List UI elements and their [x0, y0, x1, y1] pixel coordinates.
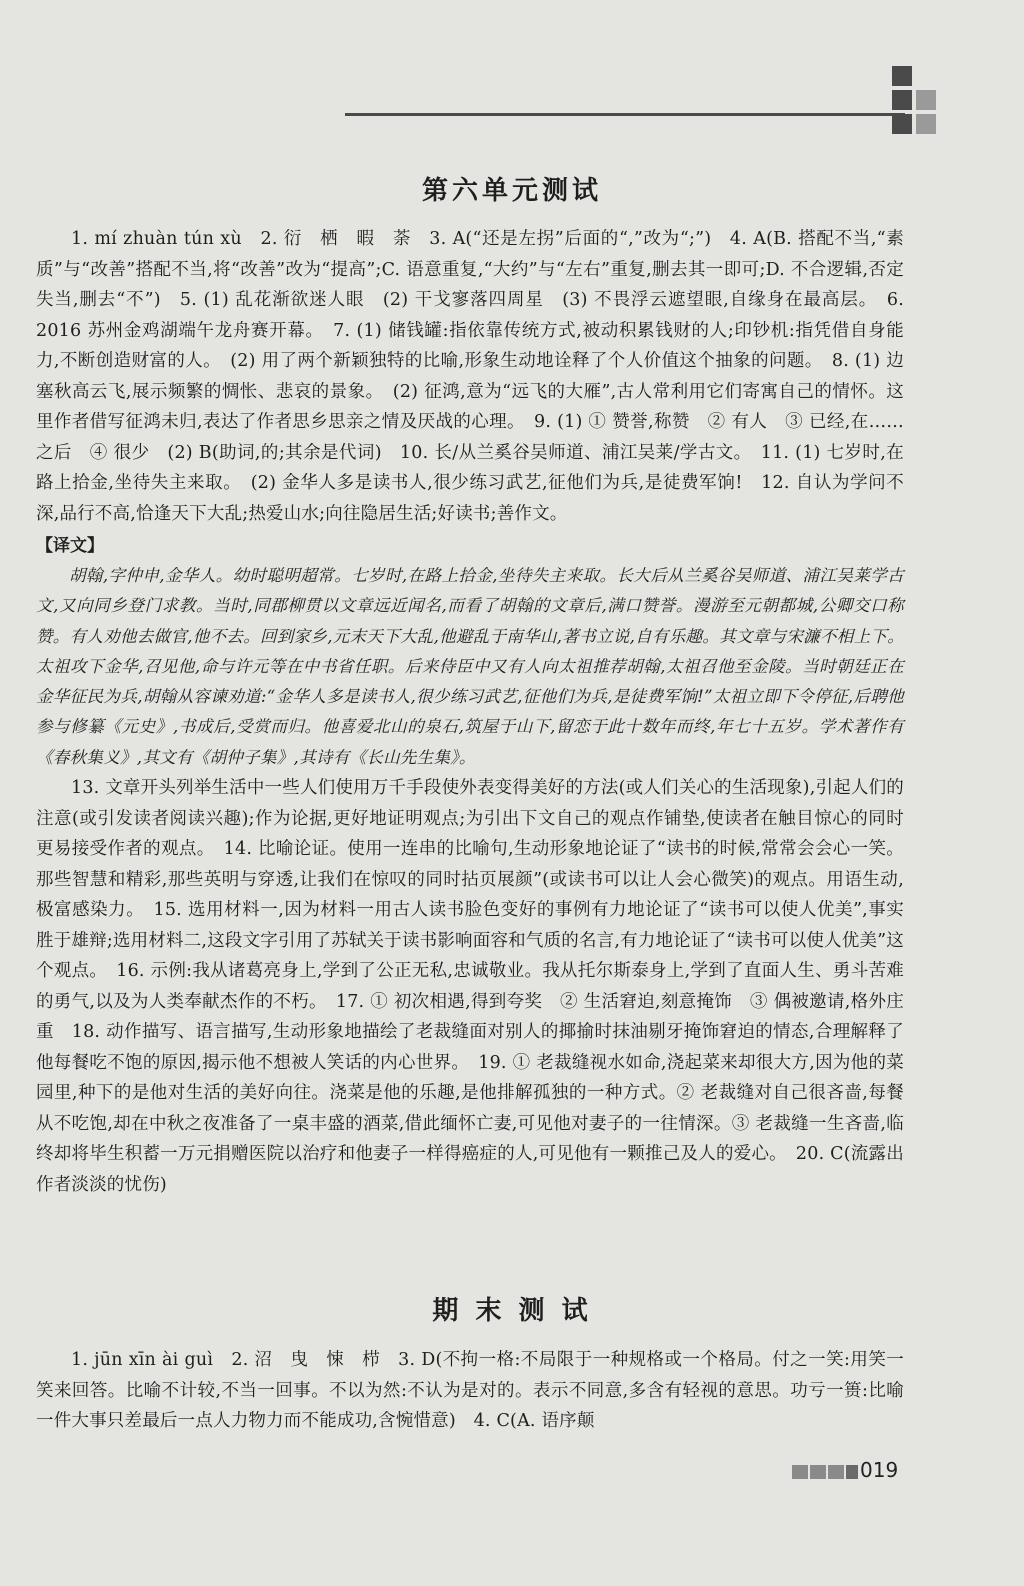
header-rule — [345, 113, 905, 116]
answers-1-12: 1. mí zhuàn tún xù 2. 衍 栖 暇 荼 3. A(“还是左拐”后面的“,”改为“;”) 4. A(B. 搭配不当,“素质”与“改善”搭配不当,将“改善”改为“提高”;C. 语意重复,“大约”与“左右”重复,删去其一即可;D. 不合逻辑,否定失当,删去“不”) 5. (1) 乱花渐欲迷人眼 (2) 干戈寥落四周星 (3) 不畏浮云遮望眼,自缘身在最高层。 6. 2016 苏州金鸡湖端午龙舟赛开幕。 7. (1) 储钱罐:指依靠传统方式,被动积累钱财的人;印钞机:指凭借自身能力,不断创造财富的人。 (2) 用了两个新颖独特的比喻,形象生动地诠释了个人价值这个抽象的问题。 8. (1) 边塞秋高云飞,展示频繁的惆怅、悲哀的景象。 (2) 征鸿,意为“远飞的大雁”,古人常利用它们寄寓自己的情怀。这里作者借写征鸿未归,表达了作者思乡思亲之情及厌战的心理。 9. (1) ① 赞誉,称赞 ② 有人 ③ 已经,在……之后 ④ 很少 (2) B(助词,的;其余是代词) 10. 长/从兰奚谷吴师道、浦江吴莱/学古文。 11. (1) 七岁时,在路上拾金,坐待失主来取。 (2) 金华人多是读书人,很少练习武艺,征他们为兵,是徒费军饷! 12. 自认为学问不深,品行不高,恰逢天下大乱;热爱山水;向往隐居生活;好读书;善作文。 — [36, 229, 904, 524]
section-title-unit6: 第六单元测试 — [421, 176, 602, 206]
section-unit6-body — [36, 224, 904, 1200]
section-final-body — [36, 1345, 904, 1437]
answers-13-20: 13. 文章开头列举生活中一些人们使用万千手段使外表变得美好的方法(或人们关心的生活现象),引起人们的注意(或引发读者阅读兴趣);作为论据,更好地证明观点;为引出下文自己的观点作铺垫,使读者在触目惊心的同时更易接受作者的观点。 14. 比喻论证。使用一连串的比喻句,生动形象地论证了“读书的时候,常常会会心一笑。那些智慧和精彩,那些英明与穿透,让我们在惊叹的同时拈页展颜”(或读书可以让人会心微笑)的观点。用语生动,极富感染力。 15. 选用材料一,因为材料一用古人读书脸色变好的事例有力地论证了“读书可以使人优美”,事实胜于雄辩;选用材料二,这段文字引用了苏轼关于读书影响面容和气质的名言,有力地论证了“读书可以使人优美”这个观点。 16. 示例:我从诸葛亮身上,学到了公正无私,忠诚敬业。我从托尔斯泰身上,学到了直面人生、勇斗苦难的勇气,以及为人类奉献杰作的不朽。 17. ① 初次相遇,得到夸奖 ② 生活窘迫,刻意掩饰 ③ 偶被邀请,格外庄重 18. 动作描写、语言描写,生动形象地描绘了老裁缝面对别人的揶揄时抹油剔牙掩饰窘迫的情态,合理解释了他每餐吃不饱的原因,揭示他不想被人笑话的内心世界。 19. ① 老裁缝视水如命,浇起菜来却很大方,因为他的菜园里,种下的是他对生活的美好向往。浇菜是他的乐趣,是他排解孤独的一种方式。② 老裁缝对自己很吝啬,每餐从不吃饱,却在中秋之夜准备了一桌丰盛的酒菜,借此缅怀亡妻,可见他对妻子的一往情深。③ 老裁缝一生吝啬,临终却将毕生积蓄一万元捐赠医院以治疗和他妻子一样得癌症的人,可见他有一颗推己及人的爱心。 20. C(流露出作者淡淡的忧伤) — [36, 778, 904, 1195]
final-answers: 1. jūn xīn ài guì 2. 沼 曳 悚 栉 3. D(不拘一格:不局限于一种规格或一个格局。付之一笑:用笑一笑来回答。比喻不计较,不当一回事。不以为然:不认为是对的。表示不同意,多含有轻视的意思。功亏一篑:比喻一件大事只差最后一点人力物力而不能成功,含惋惜意) 4. C(A. 语序颠 — [36, 1350, 904, 1431]
section-title-final-test: 期 末 测 试 — [432, 1296, 592, 1326]
translation-text: 胡翰,字仲申,金华人。幼时聪明超常。七岁时,在路上拾金,坐待失主来取。长大后从兰奚谷吴师道、浦江吴莱学古文,又向同乡登门求教。当时,同郡柳贯以文章远近闻名,而看了胡翰的文章后,满口赞誉。漫游至元朝都城,公卿交口称赞。有人劝他去做官,他不去。回到家乡,元末天下大乱,他避乱于南华山,著书立说,自有乐趣。其文章与宋濂不相上下。太祖攻下金华,召见他,命与许元等在中书省任职。后来侍臣中又有人向太祖推荐胡翰,太祖召他至金陵。当时朝廷正在金华征民为兵,胡翰从容谏劝道:“金华人多是读书人,很少练习武艺,征他们为兵,是徒费军饷!”太祖立即下令停征,后聘他参与修纂《元史》,书成后,受赏而归。他喜爱北山的泉石,筑屋于山下,留恋于此十数年而终,年七十五岁。学术著作有《春秋集义》,其文有《胡仲子集》,其诗有《长山先生集》。 — [36, 566, 904, 767]
translation-heading: 【译文】 — [36, 536, 104, 556]
page-number: 019 — [860, 1458, 899, 1482]
